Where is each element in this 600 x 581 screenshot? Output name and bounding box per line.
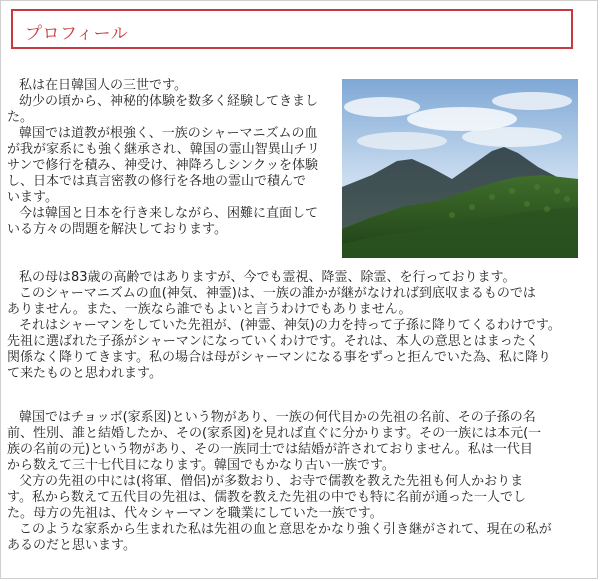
para-line: 前、性別、誰と結婚したか、その(家系図)を見れば直ぐに分かります。その一族には本元(一 <box>7 426 542 441</box>
para-line: あるのだと思います。 <box>7 538 136 553</box>
para-line: それはシャーマンをしていた先祖が、(神霊、神気)の力を持って子孫に降りてくるわけです。 <box>19 318 561 333</box>
mountain-photo <box>342 79 578 258</box>
intro-line: 韓国では道教が根強く、一族のシャーマニズムの血 <box>19 126 318 141</box>
para-line: た。母方の先祖は、代々シャーマンを職業にしていた一族です。 <box>7 506 383 521</box>
intro-line: 今は韓国と日本を行き来しながら、困難に直面して <box>19 206 319 221</box>
intro-line: 私は在日韓国人の三世です。 <box>19 78 187 93</box>
para-line: ありません。また、一族なら誰でもよいと言うわけでもありません。 <box>7 302 412 317</box>
intro-line: し、日本では真言密教の修行を各地の霊山で積んで <box>7 174 307 189</box>
para-line: す。私から数えて五代目の先祖は、儒教を教えた先祖の中でも特に名前が通った一人でし <box>7 490 526 505</box>
page-title: プロフィール <box>25 24 129 44</box>
intro-line: が我が家系にも強く継承され、韓国の霊山智異山チリ <box>7 142 320 157</box>
para-line: このシャーマニズムの血(神気、神霊)は、一族の誰かが継がなければ到底収まるものでは <box>19 286 536 301</box>
para-line: て来たものと思われます。 <box>7 366 162 381</box>
para-line: 父方の先祖の中には(将軍、僧侶)が多数おり、お寺で儒教を教えた先祖も何人かおりま <box>19 474 524 489</box>
para-line: このような家系から生まれた私は先祖の血と意思をかなり強く引き継がされて、現在の私が <box>19 522 552 537</box>
intro-line: 幼少の頃から、神秘的体験を数多く経験してきまし <box>19 94 319 109</box>
para-line: から数えて三十七代目になります。韓国でもかなり古い一族です。 <box>7 458 395 473</box>
intro-line: た。 <box>7 110 34 125</box>
para-line: 関係なく降りてきます。私の場合は母がシャーマンになる事をずっと拒んでいた為、私に降り <box>7 350 551 365</box>
intro-line: いる方々の問題を解決しております。 <box>7 222 227 237</box>
para-line: 族の名前の元)という物があり、その一族同士では結婚が許されておりません。私は一代目 <box>7 442 533 457</box>
intro-line: サンで修行を積み、神受け、神降ろしシンクッを体験 <box>7 158 319 173</box>
para-line: 先祖に選ばれた子孫がシャーマンになっていくわけです。それは、本人の意思とはまったく <box>7 334 539 349</box>
para-line: 韓国ではチョッボ(家系図)という物があり、一族の何代目かの先祖の名前、その子孫の名 <box>19 410 536 425</box>
para-line: 私の母は83歳の高齢ではありますが、今でも霊視、降霊、除霊、を行っております。 <box>19 270 516 285</box>
intro-line: います。 <box>7 190 58 205</box>
title-box <box>11 9 573 49</box>
